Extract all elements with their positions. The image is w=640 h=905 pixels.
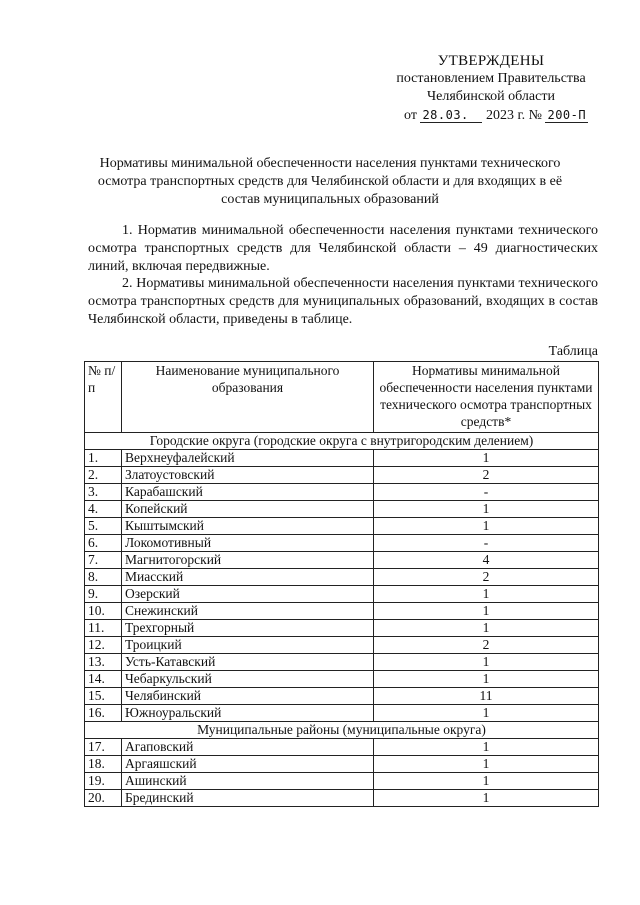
table-row	[85, 637, 599, 654]
row-value: -	[374, 535, 599, 552]
row-num: 12.	[85, 637, 122, 654]
approval-prefix: от	[404, 108, 417, 123]
table-row	[85, 773, 599, 790]
row-num: 7.	[85, 552, 122, 569]
row-value: 1	[374, 790, 599, 807]
row-num: 11.	[85, 620, 122, 637]
row-name: Магнитогорский	[122, 552, 374, 569]
approval-date: 28.03.	[420, 108, 482, 123]
row-name: Трехгорный	[122, 620, 374, 637]
row-name: Аргаяшский	[122, 756, 374, 773]
row-value: 1	[374, 654, 599, 671]
table-row	[85, 535, 599, 552]
row-num: 8.	[85, 569, 122, 586]
row-value: 2	[374, 569, 599, 586]
row-num: 5.	[85, 518, 122, 535]
approval-year: 2023 г. №	[485, 108, 542, 123]
table-row	[85, 450, 599, 467]
table-row	[85, 467, 599, 484]
table-row	[85, 603, 599, 620]
row-name: Чебаркульский	[122, 671, 374, 688]
approval-block	[360, 52, 622, 125]
row-value: 1	[374, 586, 599, 603]
table-row	[85, 484, 599, 501]
row-value: 1	[374, 756, 599, 773]
row-name: Кыштымский	[122, 518, 374, 535]
approval-line-2: Челябинской области	[427, 89, 555, 104]
paragraph-1: 1. Норматив минимальной обеспеченности населения пунктами технического осмотра транспортных средств для Челябинской области – 49 диагностических линий, включая передвижные.	[88, 223, 598, 274]
header-num: № п/п	[85, 362, 122, 433]
row-num: 6.	[85, 535, 122, 552]
row-name: Миасский	[122, 569, 374, 586]
approval-number: 200-П	[547, 108, 587, 122]
approval-heading: УТВЕРЖДЕНЫ	[437, 53, 545, 69]
approval-date-line	[360, 107, 622, 125]
header-value: Нормативы минимальной обеспеченности населения пунктами технического осмотра транспортных средств*	[374, 362, 599, 433]
section-title: Муниципальные районы (муниципальные округа)	[85, 722, 599, 739]
row-value: 11	[374, 688, 599, 705]
document-title: Нормативы минимальной обеспеченности населения пунктами технического осмотра транспортных средств для Челябинской области и для входящих в её состав муниципальных образований	[97, 156, 563, 207]
table-row	[85, 569, 599, 586]
row-name: Ашинский	[122, 773, 374, 790]
row-value: 1	[374, 739, 599, 756]
row-name: Озерский	[122, 586, 374, 603]
row-value: 1	[374, 671, 599, 688]
table-caption: Таблица	[548, 344, 598, 359]
row-num: 4.	[85, 501, 122, 518]
row-num: 9.	[85, 586, 122, 603]
row-num: 17.	[85, 739, 122, 756]
row-name: Южноуральский	[122, 705, 374, 722]
row-name: Агаповский	[122, 739, 374, 756]
section-title: Городские округа (городские округа с внутригородским делением)	[85, 433, 599, 450]
table-row	[85, 654, 599, 671]
row-num: 1.	[85, 450, 122, 467]
norms-table	[84, 361, 599, 807]
row-name: Копейский	[122, 501, 374, 518]
row-value: 4	[374, 552, 599, 569]
row-name: Локомотивный	[122, 535, 374, 552]
row-name: Усть-Катавский	[122, 654, 374, 671]
table-row	[85, 586, 599, 603]
row-num: 10.	[85, 603, 122, 620]
table-row	[85, 705, 599, 722]
table-header-row	[85, 362, 599, 433]
table-row	[85, 620, 599, 637]
row-value: 1	[374, 518, 599, 535]
table-section-row	[85, 433, 599, 450]
row-name: Троицкий	[122, 637, 374, 654]
row-num: 3.	[85, 484, 122, 501]
table-row	[85, 671, 599, 688]
row-num: 14.	[85, 671, 122, 688]
row-num: 20.	[85, 790, 122, 807]
row-num: 2.	[85, 467, 122, 484]
row-num: 15.	[85, 688, 122, 705]
row-name: Брединский	[122, 790, 374, 807]
row-value: 1	[374, 603, 599, 620]
table-row	[85, 688, 599, 705]
row-value: 1	[374, 620, 599, 637]
table-row	[85, 552, 599, 569]
table-row	[85, 756, 599, 773]
paragraph-2: 2. Нормативы минимальной обеспеченности населения пунктами технического осмотра транспортных средств для муниципальных образований, входящих в состав Челябинской области, приведены в таблице.	[88, 276, 598, 327]
table-row	[85, 790, 599, 807]
approval-line-1: постановлением Правительства	[396, 71, 586, 86]
row-name: Златоустовский	[122, 467, 374, 484]
table-row	[85, 739, 599, 756]
row-num: 16.	[85, 705, 122, 722]
row-value: 1	[374, 705, 599, 722]
row-value: 1	[374, 450, 599, 467]
row-value: 2	[374, 637, 599, 654]
table-section-row	[85, 722, 599, 739]
row-value: -	[374, 484, 599, 501]
row-num: 18.	[85, 756, 122, 773]
row-value: 1	[374, 501, 599, 518]
table-row	[85, 518, 599, 535]
row-value: 1	[374, 773, 599, 790]
table-row	[85, 501, 599, 518]
row-name: Снежинский	[122, 603, 374, 620]
row-value: 2	[374, 467, 599, 484]
row-num: 19.	[85, 773, 122, 790]
row-name: Челябинский	[122, 688, 374, 705]
header-name: Наименование муниципального образования	[122, 362, 374, 433]
row-name: Карабашский	[122, 484, 374, 501]
row-name: Верхнеуфалейский	[122, 450, 374, 467]
row-num: 13.	[85, 654, 122, 671]
table-body	[85, 433, 599, 807]
